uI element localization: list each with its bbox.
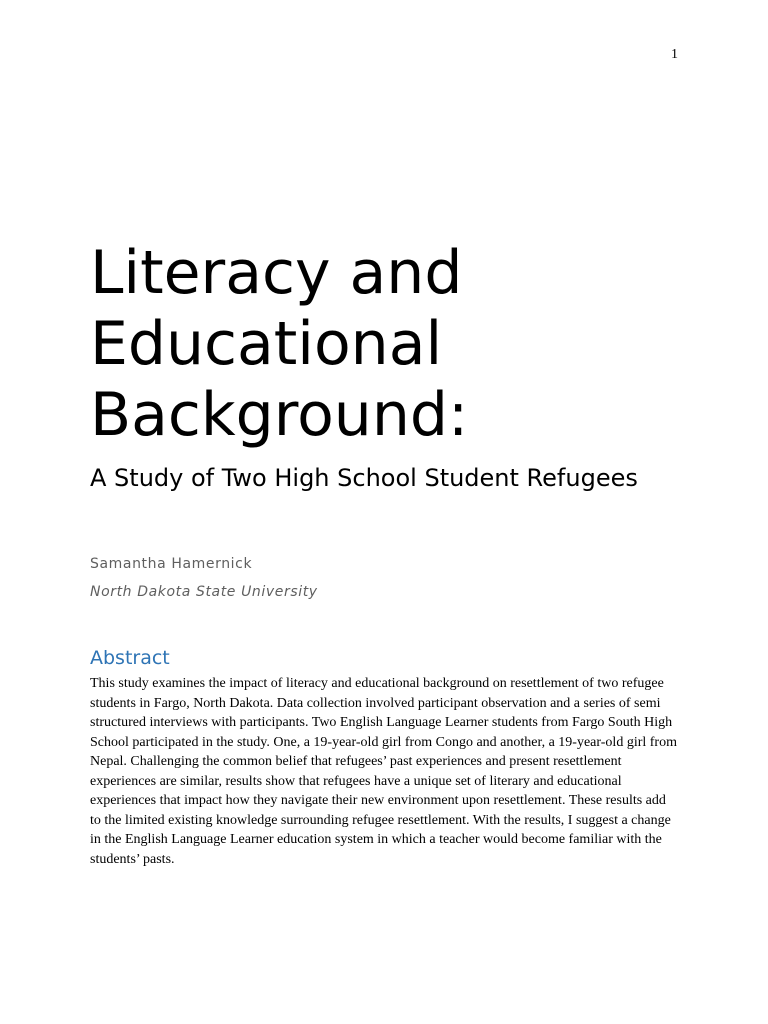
abstract-heading: Abstract — [90, 647, 170, 669]
document-subtitle: A Study of Two High School Student Refugees — [90, 464, 638, 492]
document-title — [90, 238, 650, 451]
title-block — [90, 238, 650, 495]
abstract-body: This study examines the impact of literacy and educational background on resettlement of two refugee students in Fargo, North Dakota. Data collection involved participant observation and a series of semi structured interviews with participants. Two English Language Learner students from Fargo South High School participated in the study. One, a 19-year-old girl from Congo and another, a 19-year-old girl from Nepal. Challenging the common belief that refugees’ past experiences and present resettlement experiences are similar, results show that refugees have a unique set of literary and educational experiences that impact how they navigate their new environment upon resettlement. These results add to the limited existing knowledge surrounding refugee resettlement. With the results, I suggest a change in the English Language Learner education system in which a teacher would become familiar with the students’ pasts. — [90, 676, 677, 867]
title-line-3: Background: — [90, 380, 469, 450]
page-number: 1 — [671, 47, 678, 62]
title-line-2: Educational — [90, 309, 443, 379]
title-line-1: Literacy and — [90, 238, 463, 308]
author-affiliation: North Dakota State University — [90, 584, 318, 600]
author-name: Samantha Hamernick — [90, 556, 253, 572]
